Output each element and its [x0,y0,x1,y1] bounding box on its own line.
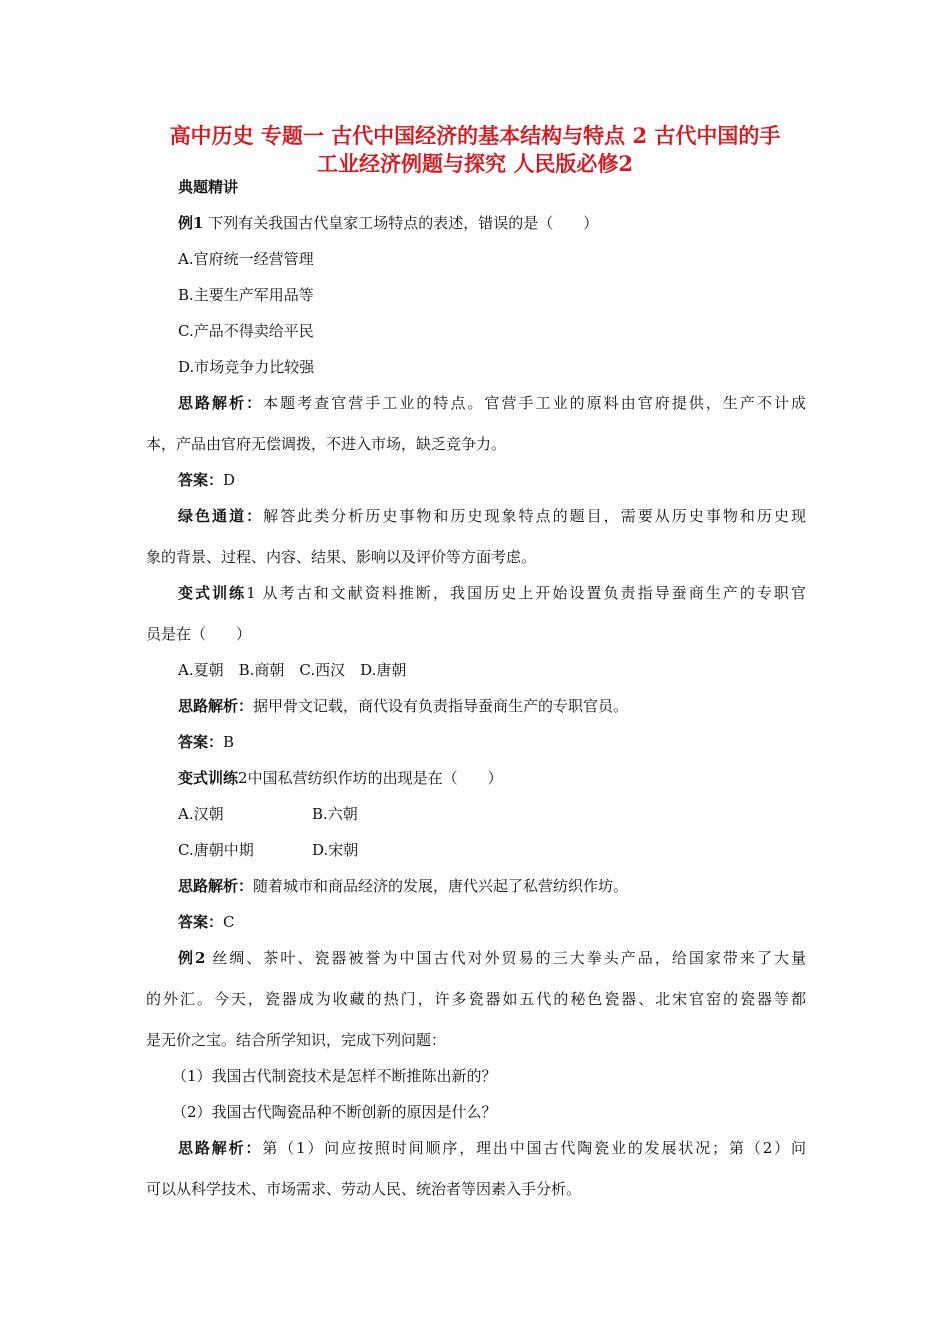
title-line-2: 工业经济例题与探究 人民版必修2 [317,151,633,176]
ex2-question-line-3: 是无价之宝。结合所学知识，完成下列问题： [146,1031,447,1049]
ex1-answer-label: 答案： [178,471,224,489]
var2-question-text: 中国私营纺织作坊的出现是在（ ） [247,769,503,787]
var2-question [178,767,503,789]
ex1-analysis-line-2: 本，产品由官府无偿调拨，不进入市场，缺乏竞争力。 [146,435,507,453]
ex1-option-b: B.主要生产军用品等 [178,286,314,304]
ex1-answer-value: D [223,471,236,489]
ex2-question-text-1: 丝绸、茶叶、瓷器被誉为中国古代对外贸易的三大拳头产品，给国家带来了大量 [205,949,807,967]
var2-answer-value: C [223,913,235,931]
ex1-analysis-text-1: 本题考查官营手工业的特点。官营手工业的原料由官府提供，生产不计成 [263,394,806,412]
ex1-option-c: C.产品不得卖给平民 [178,322,314,340]
ex1-label: 例1 [178,214,204,232]
ex2-subquestion-1: （1）我国古代制瓷技术是怎样不断推陈出新的？ [172,1067,497,1085]
var1-options: A.夏朝 B.商朝 C.西汉 D.唐朝 [178,661,407,679]
ex2-label: 例2 [178,949,206,967]
var1-question-line-1 [178,582,806,604]
var2-analysis-label: 思路解析： [178,877,254,895]
var2-analysis [178,875,628,897]
ex1-green-text-1: 解答此类分析历史事物和历史现象特点的题目，需要从历史事物和历史现 [263,507,806,525]
ex2-question-line-2: 的外汇。今天，瓷器成为收藏的热门，许多瓷器如五代的秘色瓷器、北宋官窑的瓷器等都 [146,990,806,1008]
var2-option-d: D.宋朝 [312,841,359,859]
ex1-green-line-1 [178,505,806,527]
ex1-question [178,212,598,234]
ex1-analysis-line-1 [178,392,806,414]
var1-label: 变式训练 [178,584,247,602]
var2-options-row-2 [178,839,478,861]
var1-question-line-2: 员是在（ ） [146,625,252,643]
var1-question-text-1: 从考古和文献资料推断，我国历史上开始设置负责指导蚕商生产的专职官 [255,584,806,602]
var1-answer [178,731,234,753]
var2-num: 2 [238,769,248,787]
var2-option-c: C.唐朝中期 [178,841,254,859]
ex1-green-label: 绿色通道： [178,507,264,525]
ex2-question-line-1 [178,947,806,969]
var2-answer-label: 答案： [178,913,224,931]
ex2-analysis-text-1: 第（1）问应按照时间顺序，理出中国古代陶瓷业的发展状况；第（2）问 [262,1139,806,1157]
var1-analysis-text: 据甲骨文记载，商代设有负责指导蚕商生产的专职官员。 [253,697,629,715]
var2-option-a: A.汉朝 [178,805,224,823]
ex1-question-text: 下列有关我国古代皇家工场特点的表述，错误的是（ ） [203,214,599,232]
ex1-green-line-2: 象的背景、过程、内容、结果、影响以及评价等方面考虑。 [146,548,537,566]
var2-options-row-1 [178,803,478,825]
var1-answer-value: B [223,733,235,751]
ex1-analysis-label: 思路解析： [178,394,264,412]
var1-analysis-label: 思路解析： [178,697,254,715]
ex1-answer [178,469,235,491]
ex2-analysis-line-2: 可以从科学技术、市场需求、劳动人民、统治者等因素入手分析。 [146,1180,582,1198]
var1-analysis [178,695,628,717]
var2-option-b: B.六朝 [312,805,358,823]
ex2-subquestion-2: （2）我国古代陶瓷品种不断创新的原因是什么？ [172,1103,497,1121]
ex1-option-d: D.市场竞争力比较强 [178,358,315,376]
var2-answer [178,911,235,933]
ex2-analysis-label: 思路解析： [178,1139,263,1157]
var2-label: 变式训练 [178,769,239,787]
var1-num: 1 [246,584,256,602]
ex1-option-a: A.官府统一经营管理 [178,250,314,268]
section-header: 典题精讲 [178,178,239,196]
var2-analysis-text: 随着城市和商品经济的发展，唐代兴起了私营纺织作坊。 [253,877,629,895]
var1-answer-label: 答案： [178,733,224,751]
ex2-analysis-line-1 [178,1137,806,1159]
title-line-1: 高中历史 专题一 古代中国经济的基本结构与特点 2 古代中国的手 [169,123,781,148]
